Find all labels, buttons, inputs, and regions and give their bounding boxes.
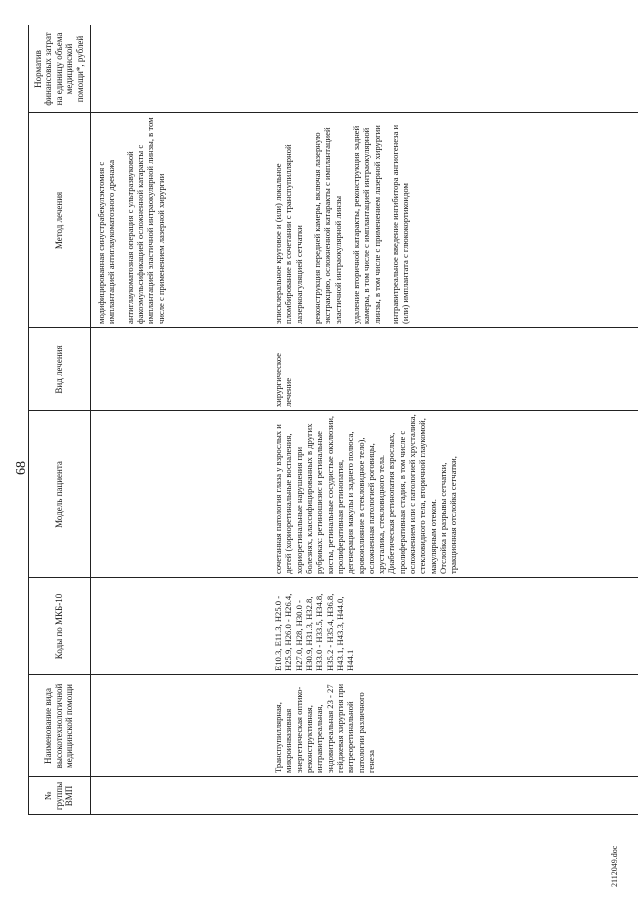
table-top-border — [28, 25, 29, 815]
vmp-table — [28, 25, 638, 815]
header-type: Вид лечения — [53, 345, 64, 394]
method-item: интравитреальное введение ингибитора ангиогенеза и (или) имплантата с глюкокортикоидом — [389, 124, 411, 324]
method-item: антиглаукоматозная операция с ультразвуковой факоэмульсификацией осложненной катаракты с имплантацией эластичной интраокулярной линзы, в том числе с применением лазерной хирургии — [124, 117, 166, 324]
col-border — [28, 776, 638, 777]
row-methods — [273, 116, 410, 324]
col-border — [28, 410, 638, 411]
row-type: хирургическое лечение — [273, 353, 294, 407]
header-method: Метод лечения — [53, 191, 64, 250]
row-codes: E10.3, E11.3, H25.0 - H25.9, H26.0 - H26.4, H27.0, H28, H30.0 - H30.9, H31.3, H32.8, H33.0 - H33.5, H34.8, H35.2 - H35.4, H36.8, H43.1, H43.3, H44.0, H44.1 — [273, 593, 356, 671]
col-border — [28, 112, 638, 113]
col-border — [28, 814, 638, 815]
header-norm: Норматив финансовых затрат на единицу объема медицинской помощи*, рублей — [33, 32, 85, 106]
header-model: Модель пациента — [53, 461, 64, 528]
model-paragraph: сочетанная патология глаза у взрослых и детей (хориоретинальные воспаления, хориоретинальные нарушения при болезнях, классифицированных в других рубриках: ретиношизис и ретинальные кисты, ретинальные сосудистые окклюзии, пролиферативная ретинопатия, дегенерация макулы и заднего полюса, кровоизлияние в стекловидное тело), осложненная патологией роговицы, хрусталика, стекловидного тела. — [273, 415, 387, 574]
model-paragraph: Диабетическая ретинопатия взрослых, пролиферативная стадия, в том числе с осложнением или с патологией хрусталика, стекловидного тела, вторичной глаукомой, макулярным отеком. — [386, 414, 438, 574]
method-list-continued — [96, 116, 166, 324]
method-item: удаление вторичной катаракты, реконструкция задней камеры, в том числе с имплантацией интраокулярной линзы, в том числе с применением лазерной хирургии — [350, 125, 382, 324]
col-border — [28, 674, 638, 675]
col-border — [28, 327, 638, 328]
row-name: Транспупиллярная, микроинвазивная энергетическая оптико-реконструктивная, интравитреальная, эндовитреальная 23 - 27 гейджевая хирургия при витреоретинальной патологии различного генеза — [273, 683, 376, 773]
method-item: реконструкция передней камеры, включая лазерную экстракцию, осложненной катаракты с имплантацией эластичной интраокулярной линзы — [311, 127, 343, 324]
row-model — [273, 414, 459, 574]
header-name: Наименование вида высокотехнологичной медицинской помощи — [43, 683, 75, 769]
page-number: 68 — [14, 461, 29, 475]
header-bottom-border — [90, 25, 91, 815]
document-id: 2112049.doc — [610, 845, 619, 887]
header-codes: Коды по МКБ-10 — [53, 593, 64, 660]
method-item: эписклеральное круговое и (или) локальное пломбирование в сочетании с транспупиллярной лазеркоагуляцией сетчатки — [273, 144, 304, 324]
header-num: № группы ВМП — [43, 781, 75, 811]
col-border — [28, 577, 638, 578]
method-item: модифицированная синустрабекулэктомия с имплантацией антиглаукоматозного дренажа — [96, 159, 117, 324]
model-paragraph: Отслойка и разрывы сетчатки, тракционная отслойка сетчатки, — [438, 456, 459, 574]
